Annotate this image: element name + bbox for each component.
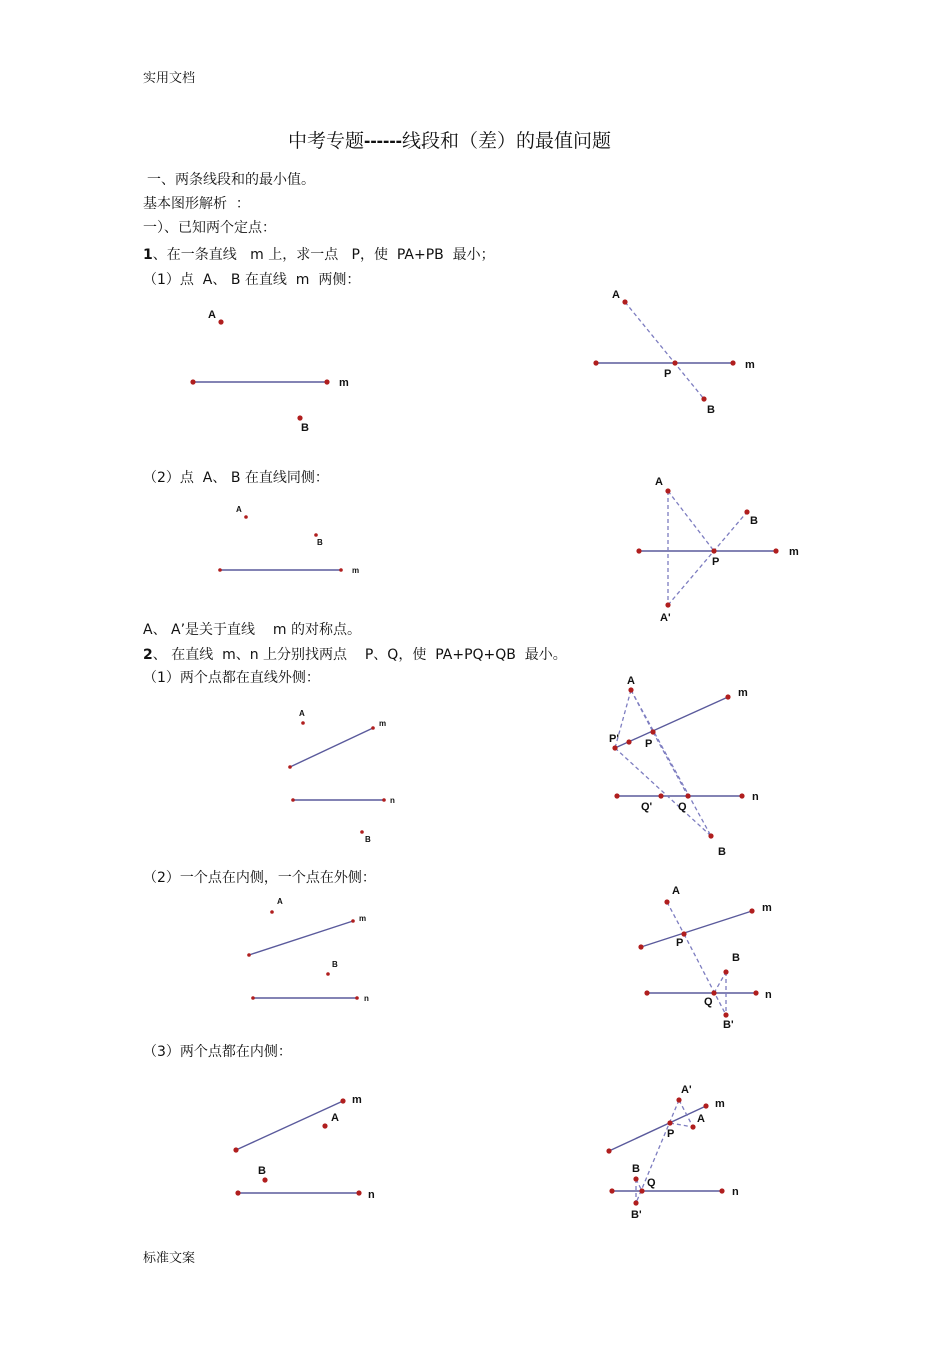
label-b: B — [301, 422, 309, 434]
case-2-1-heading: （1）两个点都在直线外侧： — [143, 670, 320, 686]
figure-2-3-right — [606, 1084, 739, 1221]
line-end-point — [324, 379, 329, 384]
line-end-point — [703, 1103, 708, 1108]
line-m — [615, 697, 728, 748]
line-end-point — [382, 798, 386, 802]
label-p: P — [667, 1128, 675, 1140]
point-p — [667, 1120, 672, 1125]
label-b: B — [632, 1163, 640, 1175]
point-a — [322, 1123, 327, 1128]
line-end-point — [773, 548, 778, 553]
figure-2-3-left — [233, 1094, 375, 1201]
label-a: A — [299, 709, 305, 718]
line-end-point — [614, 793, 619, 798]
point-q — [711, 990, 716, 995]
line-end-point — [636, 548, 641, 553]
label-n: n — [390, 796, 395, 805]
segment-p-prime-b — [615, 748, 711, 836]
point-intersection — [626, 739, 631, 744]
point-b-prime — [723, 1012, 728, 1017]
line-end-point — [235, 1190, 240, 1195]
line-end-point — [190, 379, 195, 384]
figure-2-2-right — [638, 885, 772, 1031]
point-b — [297, 415, 302, 420]
line-m — [249, 921, 353, 955]
line-end-point — [356, 1190, 361, 1195]
label-a: A — [208, 309, 216, 321]
label-m: m — [352, 566, 360, 575]
point-p — [650, 729, 655, 734]
label-q: Q — [704, 996, 713, 1008]
figure-1-1-left — [190, 309, 349, 434]
question-1-number: 1 — [143, 247, 153, 263]
label-b: B — [718, 846, 726, 858]
label-q-prime: Q' — [641, 801, 653, 813]
line-end-point — [638, 944, 643, 949]
label-m: m — [762, 902, 772, 914]
point-b — [360, 830, 364, 834]
label-b: B — [332, 960, 338, 969]
line-end-point — [291, 798, 295, 802]
line-end-point — [351, 919, 355, 923]
label-m: m — [359, 914, 367, 923]
label-a: A — [627, 675, 635, 687]
line-m — [641, 911, 752, 947]
point-a — [270, 910, 274, 914]
line-end-point — [251, 996, 255, 1000]
label-m: m — [352, 1094, 362, 1106]
label-a-prime: A' — [660, 612, 671, 624]
label-b: B — [750, 515, 758, 527]
label-a: A — [236, 505, 242, 514]
point-p — [672, 360, 677, 365]
label-a: A — [612, 289, 620, 301]
label-p: P — [645, 738, 653, 750]
point-p — [711, 548, 716, 553]
line-end-point — [719, 1188, 724, 1193]
page-header: 实用文档 — [143, 71, 196, 86]
label-a: A — [331, 1112, 339, 1124]
point-q-prime — [658, 793, 663, 798]
label-m: m — [738, 687, 748, 699]
label-b: B — [707, 404, 715, 416]
label-m: m — [789, 546, 799, 558]
basic-analysis-label: 基本图形解析 ： — [143, 196, 250, 212]
label-a-prime: A' — [681, 1084, 692, 1096]
point-p — [681, 931, 686, 936]
label-a: A — [672, 885, 680, 897]
figure-2-1-left — [288, 709, 395, 844]
point-b — [708, 833, 713, 838]
point-a — [218, 319, 223, 324]
label-q: Q — [678, 801, 687, 813]
question-2-number: 2 — [143, 647, 153, 663]
segment-q-b — [714, 972, 726, 993]
segment-a-prime-b — [668, 512, 747, 605]
case-2-2-heading: （2）一个点在内侧，一个点在外侧： — [143, 870, 376, 886]
label-a: A — [655, 476, 663, 488]
segment-p-q — [653, 732, 688, 796]
label-p-prime: P' — [609, 733, 619, 745]
line-end-point — [355, 996, 359, 1000]
page-footer: 标准文案 — [143, 1251, 196, 1266]
point-p-prime — [612, 745, 617, 750]
point-a-prime — [676, 1097, 681, 1102]
point-a-prime — [665, 602, 670, 607]
point-a — [665, 488, 670, 493]
point-b — [744, 509, 749, 514]
label-b: B — [365, 835, 371, 844]
segment-a-prime-b-prime — [636, 1100, 679, 1203]
point-a — [664, 899, 669, 904]
figure-2-1-right — [609, 675, 759, 858]
label-n: n — [752, 791, 759, 803]
point-b — [723, 969, 728, 974]
case-1-2-heading: （2）点 A、 B 在直线同侧： — [143, 470, 329, 486]
segment-p-a — [670, 1123, 693, 1127]
line-end-point — [739, 793, 744, 798]
line-end-point — [247, 953, 251, 957]
point-a — [628, 687, 633, 692]
label-n: n — [368, 1189, 375, 1201]
line-end-point — [233, 1147, 238, 1152]
label-a: A — [277, 897, 283, 906]
line-m — [290, 728, 373, 767]
title-suffix: 线段和（差）的最值问题 — [401, 130, 611, 152]
line-end-point — [725, 694, 730, 699]
section-heading: 一、两条线段和的最小值。 — [147, 172, 315, 188]
figure-1-1-right — [593, 289, 755, 416]
point-a — [690, 1124, 695, 1129]
figure-1-2-right — [636, 476, 799, 624]
segment-a-p — [667, 902, 684, 934]
point-b-prime — [633, 1200, 638, 1205]
segment-a-p — [631, 690, 653, 732]
title-prefix: 中考专题 — [288, 130, 365, 152]
segment-ab — [625, 302, 704, 399]
part-heading: 一）、已知两个定点： — [143, 220, 276, 236]
label-p: P — [664, 368, 672, 380]
line-end-point — [730, 360, 735, 365]
point-b — [701, 396, 706, 401]
figure-2-2-left — [247, 897, 369, 1003]
label-m: m — [715, 1098, 725, 1110]
line-end-point — [218, 568, 222, 572]
label-a: A — [697, 1113, 705, 1125]
title-dashes: ------ — [364, 131, 402, 152]
figure-1-2-left — [218, 505, 359, 575]
point-a — [301, 721, 305, 725]
point-b — [314, 533, 318, 537]
point-a — [622, 299, 627, 304]
case-1-1-heading: （1）点 A、 B 在直线 m 两侧： — [143, 272, 361, 288]
line-end-point — [288, 765, 292, 769]
segment-ap — [668, 491, 714, 551]
symmetry-note: A、 A’是关于直线 m 的对称点。 — [143, 622, 361, 638]
label-b: B — [317, 538, 323, 547]
point-q — [639, 1188, 644, 1193]
label-b: B — [258, 1165, 266, 1177]
point-q — [685, 793, 690, 798]
line-end-point — [609, 1188, 614, 1193]
label-n: n — [732, 1186, 739, 1198]
line-end-point — [371, 726, 375, 730]
line-end-point — [644, 990, 649, 995]
label-m: m — [745, 359, 755, 371]
label-b-prime: B' — [723, 1019, 734, 1031]
label-n: n — [364, 994, 369, 1003]
label-p: P — [712, 556, 720, 568]
label-n: n — [765, 989, 772, 1001]
label-b-prime: B' — [631, 1209, 642, 1221]
label-q: Q — [647, 1177, 656, 1189]
point-b — [262, 1177, 267, 1182]
point-b — [326, 972, 330, 976]
line-end-point — [339, 568, 343, 572]
point-b — [633, 1176, 638, 1181]
question-2-text: 、 在直线 m、n 上分别找两点 P、Q，使 PA+PQ+QB 最小。 — [152, 647, 567, 663]
question-1-text: 、在一条直线 m 上，求一点 P，使 PA+PB 最小； — [152, 247, 495, 263]
case-2-3-heading: （3）两个点都在内侧： — [143, 1044, 292, 1060]
line-end-point — [606, 1148, 611, 1153]
line-end-point — [753, 990, 758, 995]
line-end-point — [749, 908, 754, 913]
label-m: m — [379, 719, 387, 728]
line-end-point — [340, 1098, 345, 1103]
label-p: P — [676, 937, 684, 949]
label-b: B — [732, 952, 740, 964]
line-end-point — [593, 360, 598, 365]
point-a — [244, 515, 248, 519]
label-m: m — [339, 377, 349, 389]
